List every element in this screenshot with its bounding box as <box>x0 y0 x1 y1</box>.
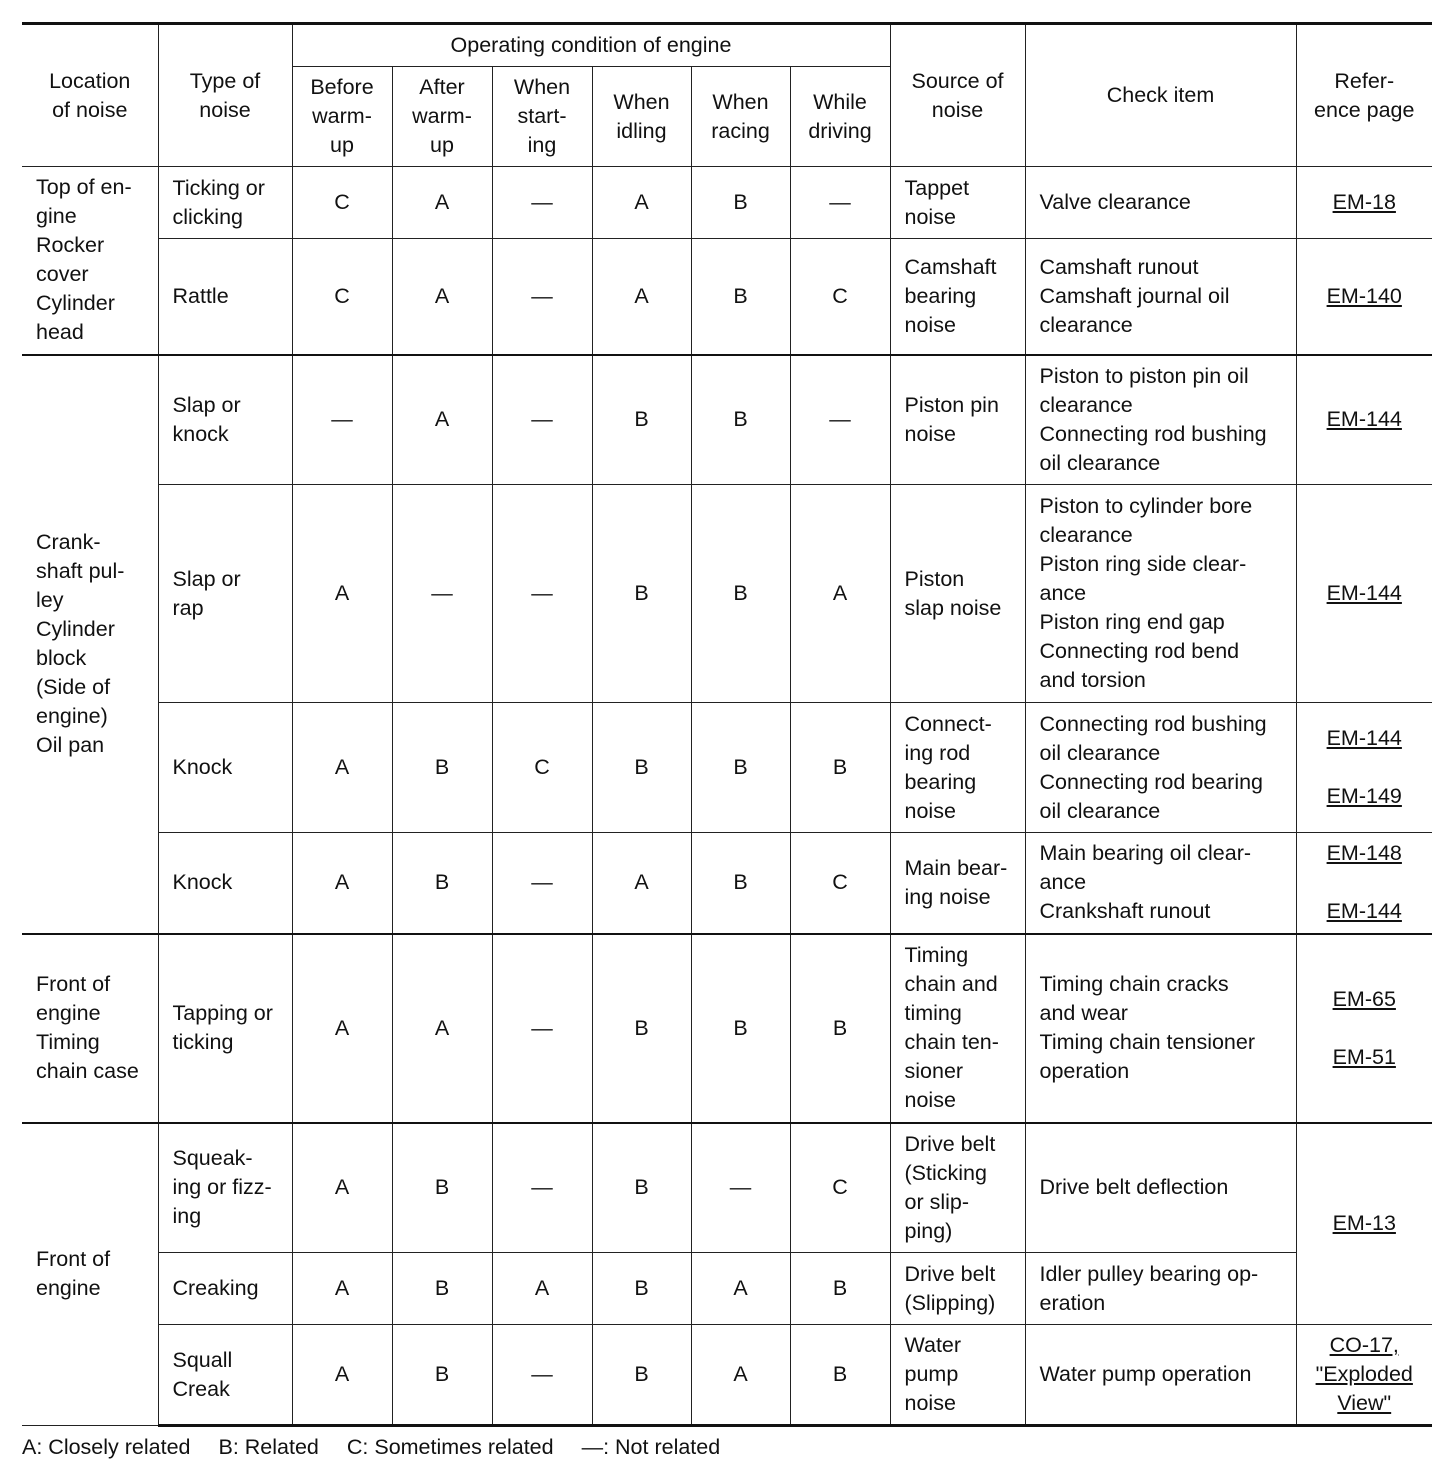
reference-link[interactable]: View" <box>1337 1391 1392 1415</box>
condition-cell: — <box>790 355 890 485</box>
reference-link[interactable]: EM-13 <box>1332 1211 1396 1236</box>
condition-cell: — <box>492 1325 592 1426</box>
check-item-cell <box>1025 1123 1296 1253</box>
text-line: Rocker <box>36 233 105 258</box>
condition-cell: C <box>790 1123 890 1253</box>
noise-type-cell <box>158 355 292 485</box>
noise-source-cell <box>890 167 1025 239</box>
condition-cell: B <box>392 1325 492 1426</box>
table-row <box>22 485 1432 703</box>
text-line: Tapping or <box>172 1001 273 1025</box>
noise-source-cell <box>890 355 1025 485</box>
check-item-cell <box>1025 485 1296 703</box>
reference-cell <box>1296 485 1432 703</box>
text-line: ley <box>36 588 64 612</box>
text-line: Squall <box>172 1347 233 1372</box>
text-line: Creaking <box>172 1276 259 1300</box>
table-body <box>22 167 1432 1426</box>
reference-link[interactable]: EM-148 <box>1326 841 1402 866</box>
text-line: block <box>36 646 87 670</box>
condition-cell: B <box>691 355 790 485</box>
condition-cell: A <box>592 239 691 355</box>
header-location: Location of noise <box>22 24 158 167</box>
text-line: oil clearance <box>1039 798 1161 823</box>
text-line: Cylinder <box>36 291 115 316</box>
condition-cell: — <box>292 355 392 485</box>
text-line: Connecting rod bend <box>1039 639 1240 663</box>
text-line: Piston to piston pin oil <box>1039 363 1249 388</box>
text-line: Timing <box>904 943 969 967</box>
check-item-cell <box>1025 833 1296 934</box>
header-source: Source of noise <box>890 24 1025 167</box>
noise-source-cell <box>890 239 1025 355</box>
location-cell <box>22 1123 158 1426</box>
noise-type-cell <box>158 703 292 833</box>
check-item-cell <box>1025 355 1296 485</box>
text-line: shaft pul- <box>36 559 125 583</box>
table-row <box>22 833 1432 934</box>
text-line: ticking <box>172 1030 234 1054</box>
condition-cell: A <box>790 485 890 703</box>
text-line: Drive belt <box>904 1261 996 1286</box>
condition-cell: A <box>392 239 492 355</box>
table-row <box>22 1253 1432 1325</box>
condition-cell: — <box>392 485 492 703</box>
table-row <box>22 934 1432 1123</box>
text-line: timing <box>904 1001 962 1025</box>
text-line: Front of <box>36 1247 111 1272</box>
text-line: bearing <box>904 769 977 794</box>
noise-source-cell <box>890 1253 1025 1325</box>
text-line: oil clearance <box>1039 450 1161 475</box>
condition-cell: A <box>592 833 691 934</box>
check-item-cell <box>1025 703 1296 833</box>
condition-cell: B <box>790 934 890 1123</box>
text-line: Connecting rod bushing <box>1039 711 1267 736</box>
condition-cell: B <box>790 703 890 833</box>
text-line: Main bear- <box>904 855 1008 880</box>
noise-type-cell <box>158 485 292 703</box>
reference-cell <box>1296 167 1432 239</box>
condition-cell: B <box>592 703 691 833</box>
text-line: (Slipping) <box>904 1290 996 1315</box>
legend <box>22 1432 742 1462</box>
text-line: Front of <box>36 972 111 996</box>
condition-cell: — <box>492 833 592 934</box>
text-line: head <box>36 320 84 345</box>
text-line: Tappet <box>904 175 970 200</box>
legend-related: B: Related <box>218 1435 319 1459</box>
condition-cell: — <box>492 485 592 703</box>
condition-cell: B <box>691 703 790 833</box>
text-line: engine) <box>36 704 108 728</box>
condition-cell: A <box>292 934 392 1123</box>
legend-not-related: —: Not related <box>581 1435 721 1459</box>
check-item-cell <box>1025 239 1296 355</box>
condition-cell: C <box>790 833 890 934</box>
noise-source-cell <box>890 934 1025 1123</box>
table-row <box>22 1325 1432 1426</box>
noise-type-cell <box>158 1325 292 1426</box>
condition-cell: A <box>292 485 392 703</box>
condition-cell: B <box>592 934 691 1123</box>
header-before-warm-up: Before warm- up <box>292 67 392 167</box>
text-line: Rattle <box>172 283 229 308</box>
text-line: Timing chain cracks <box>1039 972 1229 996</box>
text-line: clicking <box>172 204 243 229</box>
text-line: Cylinder <box>36 617 115 641</box>
condition-cell: B <box>691 485 790 703</box>
text-line: knock <box>172 421 229 446</box>
condition-cell: — <box>691 1123 790 1253</box>
text-line: Slap or <box>172 566 241 591</box>
text-line: Knock <box>172 870 233 895</box>
text-line: Piston ring end gap <box>1039 610 1225 634</box>
condition-cell: B <box>592 1325 691 1426</box>
condition-cell: A <box>392 934 492 1123</box>
condition-cell: A <box>392 167 492 239</box>
table-row <box>22 167 1432 239</box>
text-line: Camshaft <box>904 254 997 279</box>
condition-cell: — <box>492 1123 592 1253</box>
text-line: chain and <box>904 972 998 996</box>
text-line: and wear <box>1039 1001 1128 1025</box>
text-line: ing or fizz- <box>172 1175 272 1200</box>
text-line: ance <box>1039 581 1087 605</box>
noise-type-cell <box>158 1253 292 1325</box>
text-line: ping) <box>904 1218 953 1243</box>
condition-cell: B <box>691 239 790 355</box>
text-line: Timing <box>36 1030 100 1054</box>
noise-source-cell <box>890 1123 1025 1253</box>
reference-cell <box>1296 934 1432 1123</box>
text-line: ing rod <box>904 740 971 765</box>
table-row <box>22 1123 1432 1253</box>
table-row <box>22 355 1432 485</box>
condition-cell: A <box>691 1325 790 1426</box>
text-line: Water pump operation <box>1039 1362 1252 1386</box>
text-line: (Sticking <box>904 1160 987 1185</box>
reference-cell <box>1296 1325 1432 1426</box>
text-line: rap <box>172 595 204 620</box>
condition-cell: B <box>592 355 691 485</box>
text-line: Valve clearance <box>1039 190 1191 214</box>
text-line: Crank- <box>36 530 101 554</box>
noise-source-cell <box>890 703 1025 833</box>
condition-cell: B <box>691 833 790 934</box>
reference-link[interactable]: EM-144 <box>1326 581 1402 605</box>
condition-cell: C <box>292 167 392 239</box>
text-line: bearing <box>904 283 977 308</box>
engine-noise-table <box>22 22 1432 1427</box>
noise-type-cell <box>158 1123 292 1253</box>
header-while-driving: While driving <box>790 67 890 167</box>
text-line: noise <box>904 1391 956 1415</box>
header-operating-condition: Operating condition of engine <box>292 24 890 67</box>
condition-cell: B <box>592 1253 691 1325</box>
text-line: engine <box>36 1001 101 1025</box>
noise-type-cell <box>158 833 292 934</box>
condition-cell: B <box>790 1325 890 1426</box>
noise-type-cell <box>158 239 292 355</box>
text-line: Slap or <box>172 392 241 417</box>
reference-link[interactable]: EM-144 <box>1326 899 1402 924</box>
condition-cell: A <box>492 1253 592 1325</box>
condition-cell: A <box>292 1123 392 1253</box>
header-when-starting: When start- ing <box>492 67 592 167</box>
text-line: Connecting rod bushing <box>1039 421 1267 446</box>
text-line: operation <box>1039 1059 1130 1083</box>
legend-sometimes-related: C: Sometimes related <box>346 1435 554 1459</box>
text-line: Oil pan <box>36 733 105 757</box>
reference-link[interactable]: EM-140 <box>1326 283 1402 308</box>
condition-cell: — <box>492 167 592 239</box>
reference-link[interactable]: EM-18 <box>1332 190 1396 214</box>
header-when-racing: When racing <box>691 67 790 167</box>
condition-cell: C <box>790 239 890 355</box>
text-line: noise <box>904 798 956 823</box>
reference-cell <box>1296 833 1432 934</box>
text-line: and torsion <box>1039 668 1146 692</box>
text-line: Timing chain tensioner <box>1039 1030 1256 1054</box>
location-cell <box>22 934 158 1123</box>
text-line: Idler pulley bearing op- <box>1039 1261 1259 1286</box>
condition-cell: — <box>790 167 890 239</box>
condition-cell: A <box>292 703 392 833</box>
text-line: clearance <box>1039 312 1133 337</box>
location-cell <box>22 167 158 355</box>
condition-cell: A <box>592 167 691 239</box>
condition-cell: A <box>292 833 392 934</box>
condition-cell: B <box>392 1123 492 1253</box>
condition-cell: B <box>392 703 492 833</box>
text-line: ance <box>1039 870 1087 895</box>
header-check-item: Check item <box>1025 24 1296 167</box>
condition-cell: B <box>392 1253 492 1325</box>
reference-link[interactable]: EM-149 <box>1326 784 1402 808</box>
text-line: Piston pin <box>904 392 999 417</box>
text-line: Connect- <box>904 711 992 736</box>
noise-source-cell <box>890 1325 1025 1426</box>
condition-cell: C <box>292 239 392 355</box>
reference-cell <box>1296 355 1432 485</box>
text-line: engine <box>36 1276 101 1301</box>
noise-type-cell <box>158 167 292 239</box>
text-line: slap noise <box>904 595 1002 620</box>
header-after-warm-up: After warm- up <box>392 67 492 167</box>
condition-cell: A <box>292 1253 392 1325</box>
reference-link[interactable]: "Exploded <box>1315 1362 1413 1386</box>
reference-link[interactable]: EM-51 <box>1332 1044 1396 1069</box>
text-line: cover <box>36 262 89 287</box>
text-line: ing <box>172 1204 202 1229</box>
text-line: Piston to cylinder bore <box>1039 494 1253 518</box>
text-line: clearance <box>1039 523 1133 547</box>
text-line: oil clearance <box>1039 740 1161 765</box>
check-item-cell <box>1025 167 1296 239</box>
text-line: chain ten- <box>904 1030 999 1054</box>
condition-cell: A <box>292 1325 392 1426</box>
text-line: ing noise <box>904 884 991 909</box>
reference-cell <box>1296 703 1432 833</box>
check-item-cell <box>1025 1253 1296 1325</box>
reference-link[interactable]: EM-144 <box>1326 407 1402 432</box>
noise-source-cell <box>890 485 1025 703</box>
text-line: Knock <box>172 755 233 779</box>
condition-cell: B <box>691 167 790 239</box>
text-line: Drive belt <box>904 1131 996 1156</box>
condition-cell: — <box>492 355 592 485</box>
text-line: Creak <box>172 1376 230 1401</box>
text-line: Drive belt deflection <box>1039 1175 1229 1200</box>
text-line: Piston ring side clear- <box>1039 552 1247 576</box>
text-line: noise <box>904 312 956 337</box>
condition-cell: A <box>691 1253 790 1325</box>
text-line: gine <box>36 204 77 229</box>
header-reference: Refer- ence page <box>1296 24 1432 167</box>
text-line: Connecting rod bearing <box>1039 769 1264 794</box>
text-line: or slip- <box>904 1189 970 1214</box>
reference-link[interactable]: CO-17, <box>1329 1333 1399 1357</box>
location-cell <box>22 355 158 934</box>
check-item-cell <box>1025 934 1296 1123</box>
text-line: Ticking or <box>172 175 265 200</box>
reference-cell <box>1296 239 1432 355</box>
reference-link[interactable]: EM-144 <box>1326 726 1402 750</box>
text-line: noise <box>904 421 956 446</box>
text-line: Camshaft journal oil <box>1039 283 1230 308</box>
text-line: sioner <box>904 1059 964 1083</box>
header-when-idling: When idling <box>592 67 691 167</box>
condition-cell: B <box>790 1253 890 1325</box>
text-line: Piston <box>904 566 965 591</box>
condition-cell: — <box>492 934 592 1123</box>
noise-type-cell <box>158 934 292 1123</box>
condition-cell: B <box>392 833 492 934</box>
text-line: Main bearing oil clear- <box>1039 841 1252 866</box>
text-line: Crankshaft runout <box>1039 899 1211 924</box>
text-line: chain case <box>36 1059 139 1083</box>
check-item-cell <box>1025 1325 1296 1426</box>
text-line: Water <box>904 1333 962 1357</box>
reference-link[interactable]: EM-65 <box>1332 986 1396 1011</box>
header-type: Type of noise <box>158 24 292 167</box>
text-line: clearance <box>1039 392 1133 417</box>
condition-cell: A <box>392 355 492 485</box>
text-line: (Side of <box>36 675 111 699</box>
text-line: noise <box>904 1088 956 1112</box>
text-line: Squeak- <box>172 1146 253 1171</box>
condition-cell: B <box>691 934 790 1123</box>
text-line: Top of en- <box>36 175 132 200</box>
noise-source-cell <box>890 833 1025 934</box>
text-line: Camshaft runout <box>1039 254 1199 279</box>
legend-closely-related: A: Closely related <box>22 1435 191 1459</box>
condition-cell: B <box>592 485 691 703</box>
reference-cell <box>1296 1123 1432 1325</box>
text-line: pump <box>904 1362 959 1386</box>
condition-cell: C <box>492 703 592 833</box>
table-row <box>22 239 1432 355</box>
text-line: noise <box>904 204 956 229</box>
condition-cell: B <box>592 1123 691 1253</box>
table-row <box>22 703 1432 833</box>
condition-cell: — <box>492 239 592 355</box>
text-line: eration <box>1039 1290 1106 1315</box>
